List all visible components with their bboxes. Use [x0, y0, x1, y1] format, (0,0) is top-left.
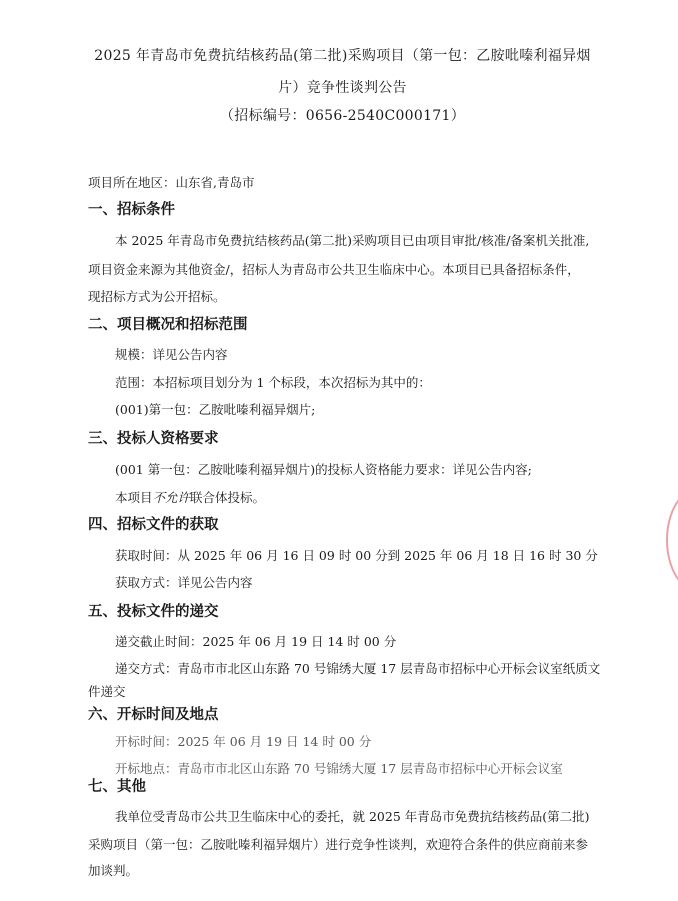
scale-text: 规模：详见公告内容 [115, 347, 228, 362]
submission-deadline: 递交截止时间：2025 年 06 月 19 日 14 时 00 分 [115, 634, 397, 649]
consortium-not-allowed: 不允许 [152, 490, 191, 505]
other-line-2: 采购项目（第一包：乙胺吡嗪利福异烟片）进行竞争性谈判，欢迎符合条件的供应商前来参 [88, 837, 589, 852]
submission-method-line-2: 件递交 [88, 684, 126, 699]
project-location: 项目所在地区：山东省,青岛市 [88, 175, 255, 190]
qualification-text: (001 第一包：乙胺吡嗪利福异烟片)的投标人资格能力要求：详见公告内容; [115, 462, 532, 477]
section-6-heading: 六、开标时间及地点 [88, 707, 219, 723]
consortium-text [115, 489, 265, 507]
acquire-time: 获取时间：从 2025 年 06 月 16 日 09 时 00 分到 2025 年 06 月 18 日 16 时 30 分 [115, 548, 598, 563]
section-1-heading: 一、招标条件 [88, 202, 175, 218]
section-1-para-line-2: 项目资金来源为其他资金/，招标人为青岛市公共卫生临床中心。本项目已具备招标条件， [88, 262, 580, 277]
section-1-para-line-3: 现招标方式为公开招标。 [88, 289, 226, 304]
section-7-heading: 七、其他 [88, 779, 146, 795]
opening-place: 开标地点：青岛市市北区山东路 70 号锦绣大厦 17 层青岛市招标中心开标会议室 [115, 761, 563, 776]
consortium-suffix: 联合体投标。 [190, 490, 266, 505]
other-line-1: 我单位受青岛市公共卫生临床中心的委托，就 2025 年青岛市免费抗结核药品(第二批) [115, 809, 590, 824]
opening-time: 开标时间：2025 年 06 月 19 日 14 时 00 分 [115, 734, 372, 749]
range-text: 范围：本招标项目划分为 1 个标段，本次招标为其中的： [115, 375, 431, 390]
other-line-3: 加谈判。 [88, 863, 139, 878]
section-1-para-line-1: 本 2025 年青岛市免费抗结核药品(第二批)采购项目已由项目审批/核准/备案机关批准, [115, 233, 590, 248]
official-seal-stamp [666, 488, 678, 592]
tender-number: （招标编号：0656-2540C000171） [219, 108, 466, 124]
submission-method-line-1: 递交方式：青岛市市北区山东路 70 号锦绣大厦 17 层青岛市招标中心开标会议室纸质文 [115, 661, 601, 676]
section-3-heading: 三、投标人资格要求 [88, 431, 219, 447]
title-line-2: 片）竞争性谈判公告 [278, 80, 407, 96]
section-4-heading: 四、招标文件的获取 [88, 517, 219, 533]
section-5-heading: 五、投标文件的递交 [88, 604, 219, 620]
lot-text: (001)第一包：乙胺吡嗪利福异烟片; [115, 402, 316, 417]
title-line-1: 2025 年青岛市免费抗结核药品(第二批)采购项目（第一包：乙胺吡嗪利福异烟 [94, 48, 591, 64]
acquire-method: 获取方式：详见公告内容 [115, 575, 253, 590]
consortium-prefix: 本项目 [115, 490, 153, 505]
section-2-heading: 二、项目概况和招标范围 [88, 317, 248, 333]
